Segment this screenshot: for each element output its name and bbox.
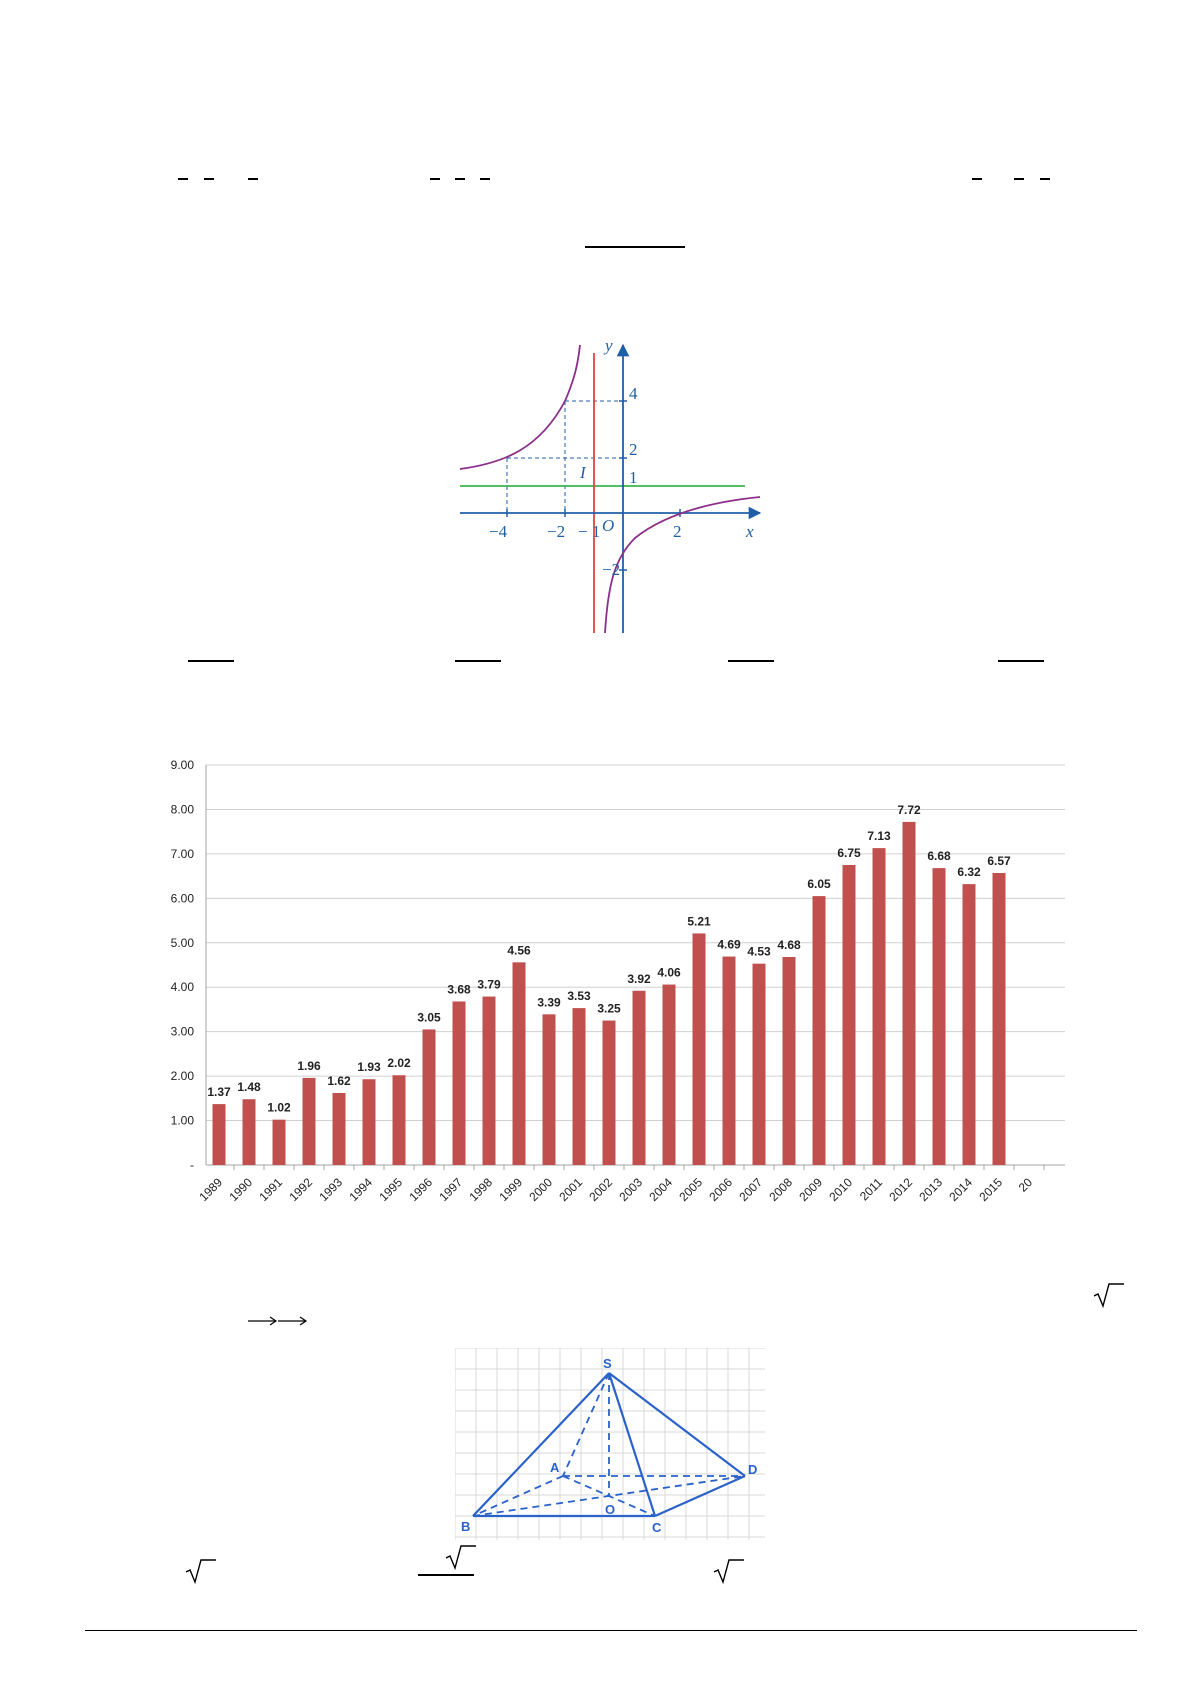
x-tick-label: 2003 — [616, 1175, 646, 1205]
data-label-1995: 2.02 — [387, 1056, 411, 1071]
bar-1999 — [513, 962, 526, 1165]
bar-2012 — [903, 822, 916, 1165]
bar-2015 — [993, 873, 1006, 1165]
data-label-1989: 1.37 — [207, 1085, 231, 1100]
axis-y-label: y — [605, 336, 613, 355]
fraction-bar — [248, 178, 258, 180]
y-tick-label: 4.00 — [170, 980, 194, 995]
y-tick-label: 9.00 — [170, 758, 194, 772]
data-label-1999: 4.56 — [507, 943, 531, 958]
vertex-label-B: B — [461, 1519, 471, 1534]
x-tick-label: 2 — [673, 522, 682, 541]
data-label-2011: 7.13 — [867, 829, 891, 844]
x-tick-label: 2008 — [766, 1175, 796, 1205]
vector-arrow-icon — [248, 1316, 278, 1326]
fraction-bar — [585, 246, 685, 248]
data-label-2008: 4.68 — [777, 938, 801, 952]
origin-label: O — [602, 516, 615, 535]
fraction-bar — [998, 660, 1044, 662]
x-tick-label: 1991 — [256, 1175, 286, 1205]
data-label-2000: 3.39 — [537, 995, 561, 1010]
y-tick-label: 5.00 — [170, 935, 194, 950]
bar-1993 — [333, 1093, 346, 1165]
x-tick-label: 1999 — [496, 1175, 526, 1205]
data-label-2013: 6.68 — [927, 849, 951, 864]
data-label-2004: 4.06 — [657, 965, 681, 980]
bar-2005 — [693, 933, 706, 1165]
x-tick-label: 20 — [1015, 1175, 1036, 1195]
data-label-1993: 1.62 — [327, 1074, 351, 1088]
x-tick-label: 2001 — [556, 1175, 586, 1205]
data-label-2007: 4.53 — [747, 944, 771, 959]
fraction-bar — [728, 660, 774, 662]
bar-chart — [140, 755, 1070, 1225]
x-tick-label: 2013 — [916, 1175, 946, 1205]
fraction-bar — [204, 178, 214, 180]
x-tick-label: 1992 — [286, 1175, 316, 1205]
fraction-bar — [1014, 178, 1024, 180]
x-tick-label: 2006 — [706, 1175, 736, 1205]
x-tick-label: − 1 — [578, 522, 601, 541]
bar-1996 — [423, 1029, 436, 1165]
data-label-2002: 3.25 — [597, 1001, 621, 1016]
sqrt-symbol — [444, 1544, 478, 1570]
bar-2000 — [543, 1014, 556, 1165]
x-tick-label: 1993 — [316, 1175, 346, 1205]
axis-x-label: x — [746, 522, 754, 541]
bar-2011 — [873, 848, 886, 1165]
bar-2008 — [783, 957, 796, 1165]
y-tick-label: - — [190, 1158, 194, 1172]
bar-2006 — [723, 957, 736, 1165]
x-tick-label: 2012 — [886, 1175, 916, 1205]
fraction-bar — [1040, 178, 1050, 180]
data-label-2015: 6.57 — [987, 854, 1011, 868]
hyperbola-right-branch — [605, 497, 760, 633]
x-tick-label: 1998 — [466, 1175, 496, 1205]
y-tick-label: 7.00 — [170, 846, 194, 861]
y-tick-label: 1.00 — [170, 1113, 194, 1128]
center-label: I — [580, 463, 586, 482]
y-tick-label: 6.00 — [170, 891, 194, 906]
y-tick-label: 2 — [629, 440, 638, 459]
fraction-bar — [178, 178, 188, 180]
vertex-label-C: C — [652, 1520, 662, 1535]
fraction-bar — [188, 660, 234, 662]
bar-1991 — [273, 1120, 286, 1165]
sqrt-symbol — [712, 1558, 746, 1584]
x-tick-label: 1997 — [436, 1175, 466, 1205]
guide-lines — [507, 401, 623, 513]
data-label-1996: 3.05 — [417, 1010, 441, 1025]
bar-2001 — [573, 1008, 586, 1165]
fraction-bar — [455, 178, 465, 180]
x-tick-label: −4 — [489, 522, 508, 541]
data-label-1990: 1.48 — [237, 1080, 261, 1095]
bar-2014 — [963, 884, 976, 1165]
data-label-2001: 3.53 — [567, 989, 591, 1004]
bar-1994 — [363, 1079, 376, 1165]
x-tick-label: 1990 — [226, 1175, 256, 1205]
data-label-2005: 5.21 — [687, 914, 711, 929]
bar-1997 — [453, 1001, 466, 1165]
sqrt-symbol — [1092, 1282, 1126, 1308]
y-tick-label: 1 — [629, 468, 638, 487]
bar-1998 — [483, 997, 496, 1165]
x-tick-label: 1994 — [346, 1175, 376, 1205]
y-tick-label: 3.00 — [170, 1024, 194, 1039]
x-tick-label: 2014 — [946, 1175, 976, 1205]
sqrt-symbol — [184, 1558, 218, 1584]
vector-arrow-icon — [278, 1316, 308, 1326]
data-label-1994: 1.93 — [357, 1060, 381, 1075]
y-tick-label: 4 — [629, 384, 638, 403]
pyramid-figure — [455, 1348, 765, 1540]
hyperbola-left-branch — [460, 345, 580, 469]
data-label-1998: 3.79 — [477, 977, 501, 992]
x-tick-label: 2011 — [856, 1175, 886, 1204]
x-tick-label: 2004 — [646, 1175, 676, 1205]
bar-1995 — [393, 1075, 406, 1165]
bar-2002 — [603, 1021, 616, 1165]
bar-2009 — [813, 896, 826, 1165]
x-tick-label: 1989 — [196, 1175, 226, 1205]
bar-1989 — [213, 1104, 226, 1165]
vertex-label-A: A — [550, 1460, 560, 1475]
data-label-2012: 7.72 — [897, 802, 921, 817]
y-tick-label: 2.00 — [170, 1069, 194, 1084]
hyperbola-graph — [450, 333, 770, 633]
bar-2007 — [753, 964, 766, 1165]
data-label-2010: 6.75 — [837, 846, 861, 860]
fraction-bar — [455, 660, 501, 662]
bar-2010 — [843, 865, 856, 1165]
x-tick-label: 2010 — [826, 1175, 856, 1205]
data-label-2006: 4.69 — [717, 937, 741, 952]
fraction-bar — [418, 1574, 474, 1576]
data-label-1992: 1.96 — [297, 1058, 321, 1073]
fraction-bar — [972, 178, 982, 180]
data-label-2009: 6.05 — [807, 877, 831, 892]
edge-SD — [609, 1373, 745, 1476]
vertex-label-D: D — [748, 1462, 758, 1477]
x-tick-label: 2002 — [586, 1175, 616, 1205]
x-tick-label: 1995 — [376, 1175, 406, 1205]
x-tick-label: −2 — [547, 522, 566, 541]
data-label-2014: 6.32 — [957, 865, 981, 880]
data-label-2003: 3.92 — [627, 971, 651, 986]
x-tick-label: 2015 — [976, 1175, 1006, 1205]
y-tick-label: −2 — [602, 560, 621, 579]
bar-1990 — [243, 1099, 256, 1165]
x-tick-label: 2000 — [526, 1175, 556, 1205]
vertex-label-O: O — [605, 1502, 616, 1517]
x-tick-label: 2007 — [736, 1175, 766, 1205]
x-tick-label: 2009 — [796, 1175, 826, 1205]
fraction-bar — [480, 178, 490, 180]
x-tick-label: 1996 — [406, 1175, 436, 1205]
data-label-1997: 3.68 — [447, 982, 471, 997]
footer-divider — [85, 1630, 1137, 1631]
bar-1992 — [303, 1078, 316, 1165]
bar-2013 — [933, 868, 946, 1165]
x-tick-label: 2005 — [676, 1175, 706, 1205]
bar-2003 — [633, 991, 646, 1165]
fraction-bar — [430, 178, 440, 180]
bar-2004 — [663, 985, 676, 1165]
vertex-label-S: S — [603, 1356, 612, 1371]
data-label-1991: 1.02 — [267, 1100, 291, 1115]
y-tick-label: 8.00 — [170, 802, 194, 817]
